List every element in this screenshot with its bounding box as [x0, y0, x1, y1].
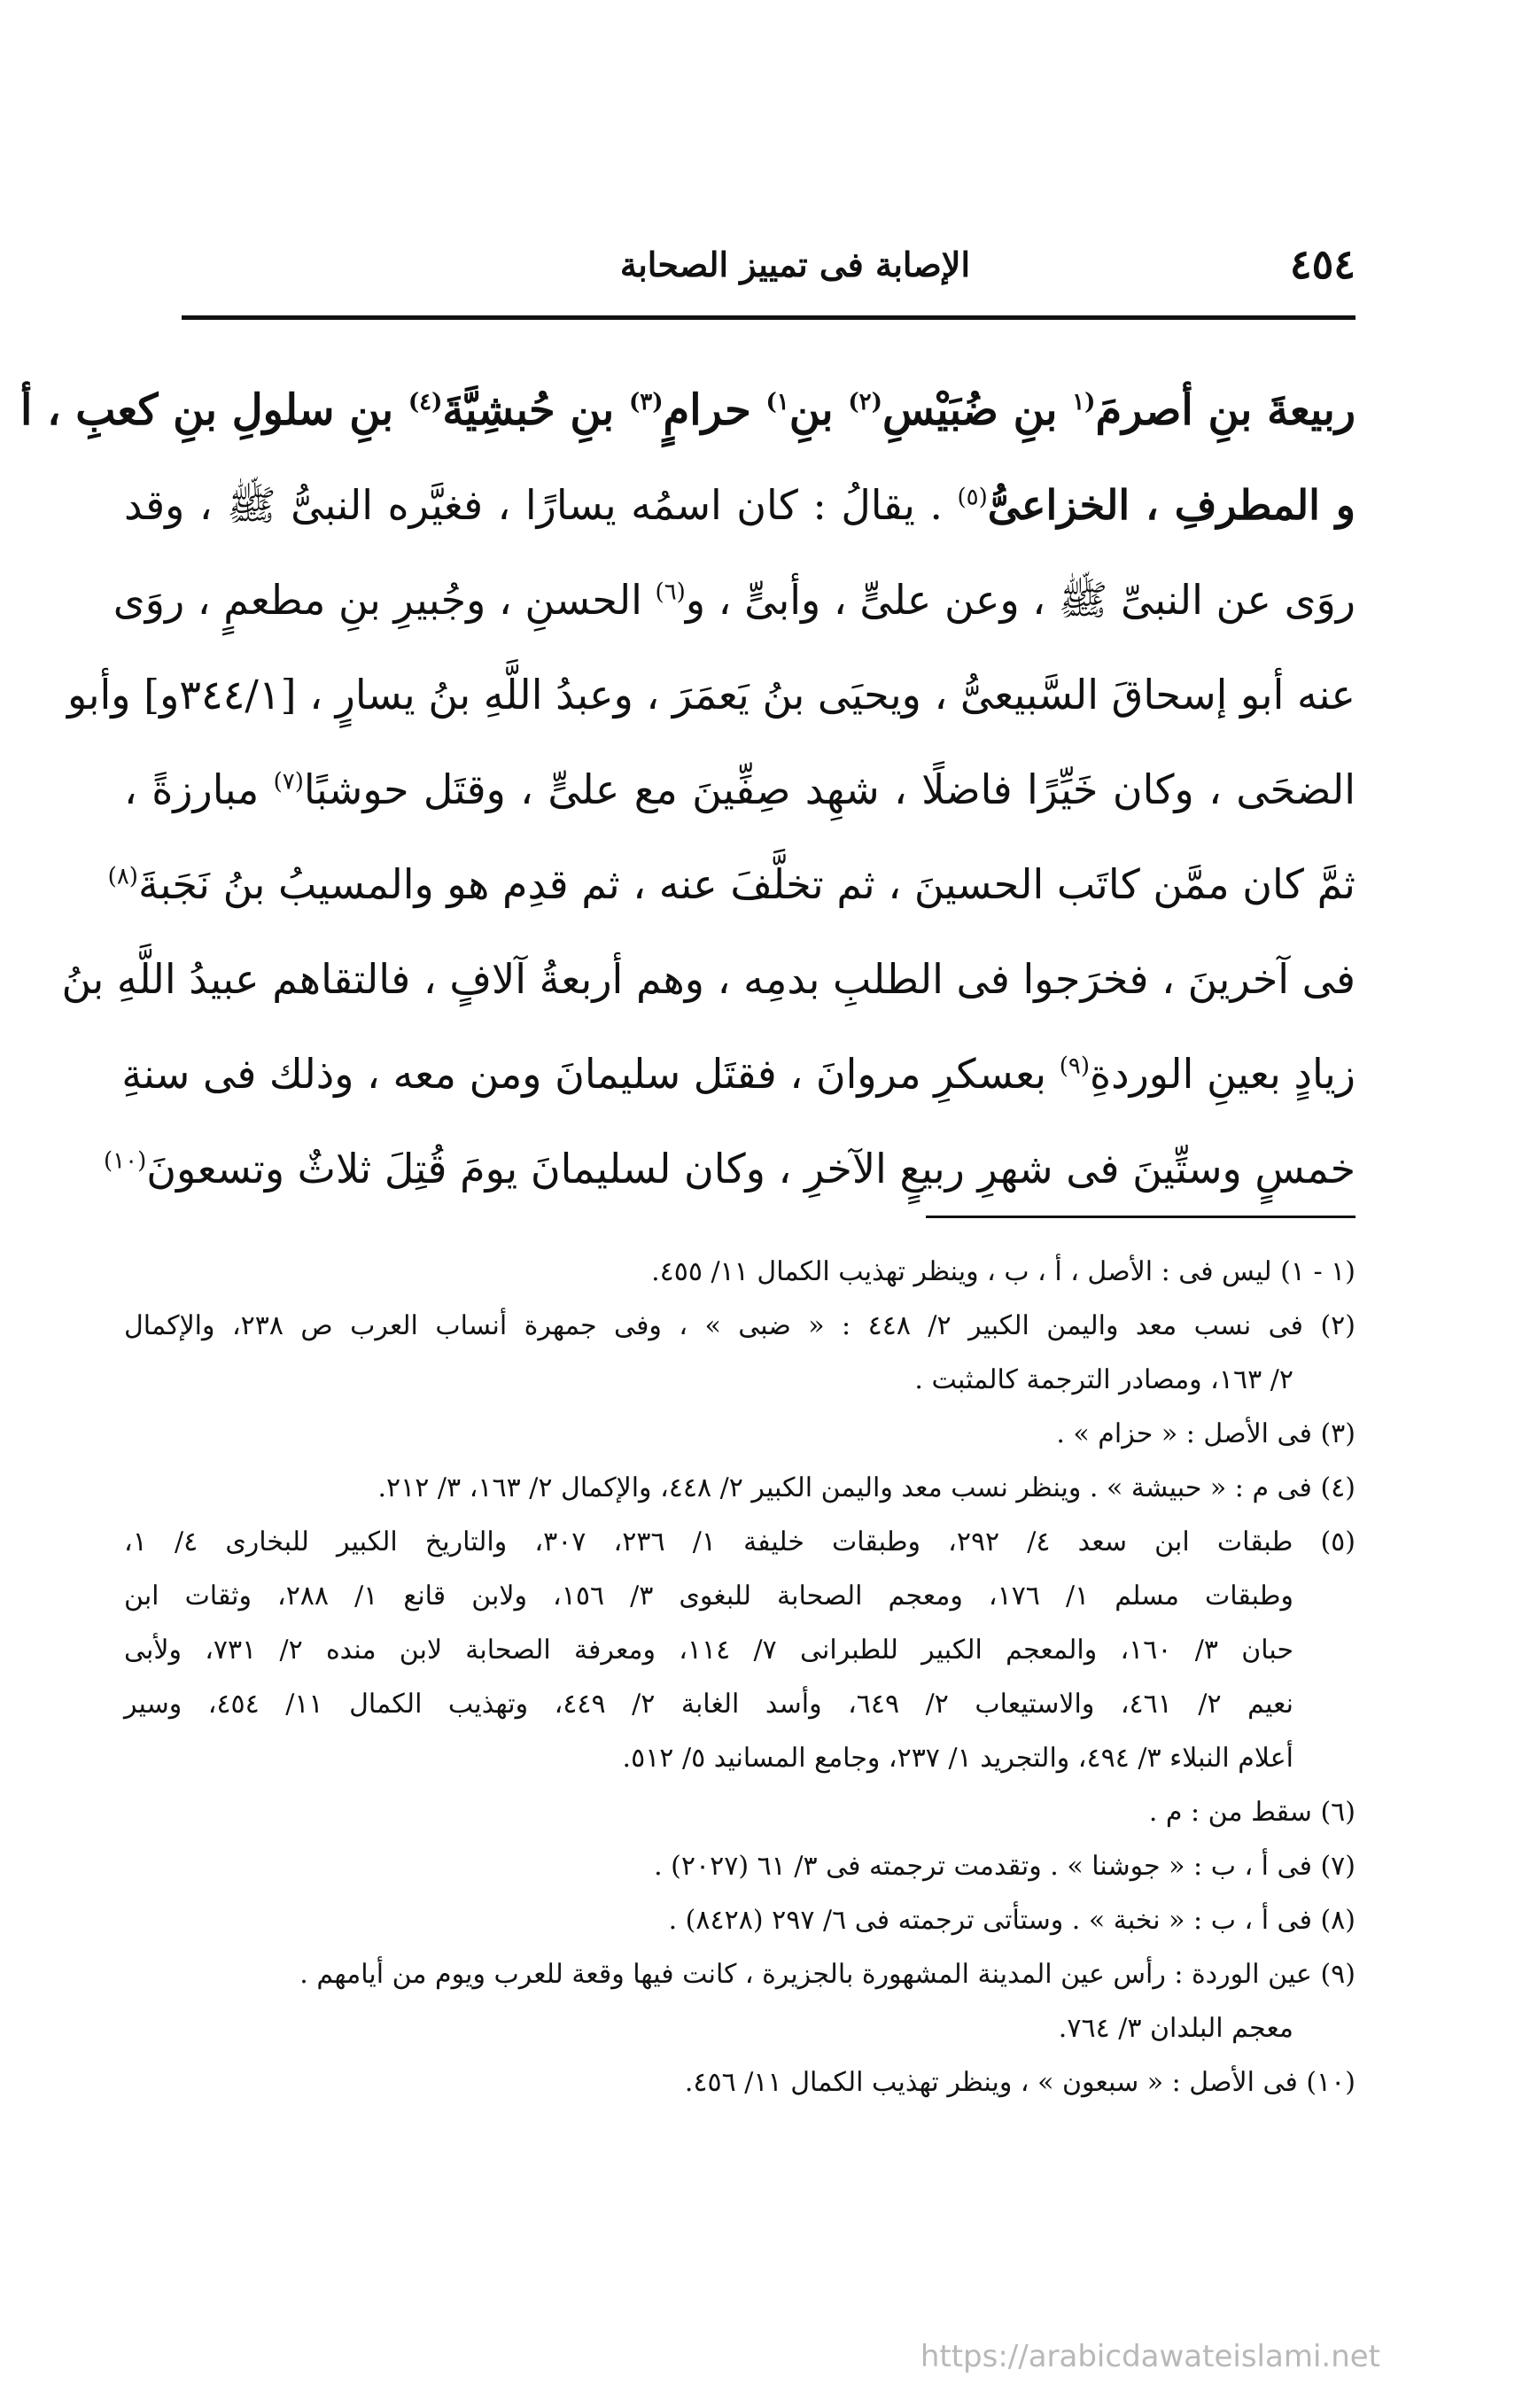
- main-line-8: [121, 1027, 1355, 1122]
- footnote-5-continued: وطبقات مسلم ١/ ١٧٦، ومعجم الصحابة للبغوى ٣/ ١٥٦، ولابن قانع ١/ ٢٨٨، وثقات ابن: [124, 1581, 1293, 1612]
- main-line-2: [124, 458, 1355, 553]
- footnote-5-continued: حبان ٣/ ١٦٠، والمعجم الكبير للطبرانى ٧/ ١١٤، ومعرفة الصحابة لابن منده ٢/ ٧٣١، ولأبى: [124, 1635, 1294, 1666]
- watermark-url: https://arabicdawateislami.net: [920, 2339, 1380, 2374]
- main-line-9: [104, 1122, 1355, 1216]
- text-segment: و المطرفِ ، الخزاعىُّ: [987, 481, 1355, 529]
- text-segment: . يقالُ : كان اسمُه يسارًا ، فغيَّره النبىُّ ﷺ ، وقد: [124, 481, 958, 529]
- footnote-5-continued: نعيم ٢/ ٤٦١، والاستيعاب ٢/ ٦٤٩، وأسد الغابة ٢/ ٤٤٩، وتهذيب الكمال ١١/ ٤٥٤، وسير: [124, 1689, 1293, 1720]
- footnote-3: (٣) فى الأصل : « حزام » .: [1056, 1418, 1355, 1449]
- page-number: ٤٥٤: [1289, 240, 1355, 288]
- text-segment: حرامٍ: [663, 385, 766, 435]
- running-title: الإصابة فى تمييز الصحابة: [619, 245, 970, 284]
- main-line-6: [107, 837, 1355, 932]
- footnote-marker: (٣): [628, 389, 664, 416]
- footnote-marker: (٧): [273, 768, 304, 796]
- text-segment: ثمَّ كان ممَّن كاتَب الحسينَ ، ثم تخلَّفَ عنه ، ثم قدِم هو والمسيبُ بنُ نَجَبةَ: [137, 860, 1355, 908]
- text-segment: زيادٍ بعينِ الوردةِ: [1089, 1050, 1355, 1098]
- text-segment: مبارزةً ،: [124, 765, 274, 813]
- footnote-marker: (١٠): [104, 1147, 147, 1175]
- header-rule: [182, 315, 1355, 320]
- footnote-marker: (٦): [655, 579, 686, 606]
- footnote-6: (٦) سقط من : م .: [1148, 1797, 1355, 1828]
- text-segment: بعسكرِ مروانَ ، فقتَل سليمانَ ومن معه ، وذلك فى سنةِ: [121, 1050, 1060, 1098]
- footnote-marker: (٥): [957, 484, 988, 511]
- footnotes: [124, 1245, 1355, 2109]
- footnote-4: (٤) فى م : « حبيشة » . وينظر نسب معد واليمن الكبير ٢/ ٤٤٨، والإكمال ٢/ ١٦٣، ٣/ ٢١٢.: [377, 1472, 1355, 1503]
- footnote-10: (١٠) فى الأصل : « سبعون » ، وينظر تهذيب الكمال ١١/ ٤٥٦.: [684, 2067, 1355, 2098]
- footnote-2-continued: ٢/ ١٦٣، ومصادر الترجمة كالمثبت .: [914, 1364, 1293, 1395]
- footnote-9-continued: معجم البلدان ٣/ ٧٦٤.: [1058, 2013, 1293, 2044]
- footnote-marker: (٢): [848, 389, 882, 416]
- main-line-3: [113, 553, 1355, 648]
- text-segment: ربيعةَ بنِ أصرمَ: [1095, 385, 1355, 435]
- footnote-marker: (٤): [408, 389, 443, 416]
- footnote-5: (٥) طبقات ابن سعد ٤/ ٢٩٢، وطبقات خليفة ١/ ٢٣٦، ٣٠٧، والتاريخ الكبير للبخارى ٤/ ١،: [124, 1526, 1355, 1557]
- footnote-marker: ١): [765, 389, 789, 416]
- text-segment: خمسٍ وستِّينَ فى شهرِ ربيعٍ الآخرِ ، وكان لسليمانَ يومَ قُتِلَ ثلاثٌ وتسعونَ: [146, 1145, 1355, 1192]
- text-segment: بنِ ضُبَيْسِ: [882, 385, 1073, 435]
- footnote-5-continued: أعلام النبلاء ٣/ ٤٩٤، والتجريد ١/ ٢٣٧، وجامع المسانيد ٥/ ٥١٢.: [622, 1743, 1293, 1774]
- footnote-marker: (٨): [107, 863, 138, 890]
- footnote-9: (٩) عين الوردة : رأس عين المدينة المشهورة بالجزيرة ، كانت فيها وقعة للعرب ويوم من أيامهم .: [299, 1959, 1355, 1990]
- text-segment: الضحَى ، وكان خَيِّرًا فاضلًا ، شهِد صِفِّينَ مع علىٍّ ، وقتَل حوشبًا: [303, 765, 1355, 813]
- footnote-marker: (٩): [1059, 1053, 1090, 1080]
- text-segment: بنِ حُبشِيَّةَ: [442, 385, 629, 435]
- main-line-1: [20, 363, 1355, 458]
- main-line-5: [124, 742, 1355, 837]
- running-head: [182, 232, 1355, 294]
- text-segment: روَى عن النبىِّ ﷺ ، وعن علىٍّ ، وأبىٍّ ، و: [685, 576, 1355, 624]
- footnote-2: (٢) فى نسب معد واليمن الكبير ٢/ ٤٤٨ : « ضبى » ، وفى جمهرة أنساب العرب ص ٢٣٨، والإكمال: [124, 1310, 1356, 1341]
- main-line-4: عنه أبو إسحاقَ السَّبيعىُّ ، ويحيَى بنُ يَعمَرَ ، وعبدُ اللَّهِ بنُ يسارٍ ، [٣٤٤/١و] وأبو: [66, 671, 1355, 719]
- text-segment: بنِ سلولِ بنِ كعبِ ، أ: [20, 385, 408, 435]
- text-segment: بنِ: [788, 385, 849, 435]
- main-text: [20, 363, 1355, 1216]
- footnote-rule: [926, 1216, 1355, 1218]
- main-line-7: فى آخرينَ ، فخرَجوا فى الطلبِ بدمِه ، وهم أربعةُ آلافٍ ، فالتقاهم عبيدُ اللَّهِ بنُ: [61, 955, 1355, 1003]
- footnote-8: (٨) فى أ ، ب : « نخبة » . وستأتى ترجمته فى ٦/ ٢٩٧ (٨٤٢٨) .: [668, 1905, 1355, 1936]
- footnote-marker: (١: [1072, 389, 1096, 416]
- text-segment: الحسنِ ، وجُبيرِ بنِ مطعمٍ ، روَى: [113, 576, 656, 624]
- footnote-7: (٧) فى أ ، ب : « جوشنا » . وتقدمت ترجمته فى ٣/ ٦١ (٢٠٢٧) .: [654, 1851, 1355, 1882]
- footnote-1: (١ - ١) ليس فى : الأصل ، أ ، ب ، وينظر تهذيب الكمال ١١/ ٤٥٥.: [651, 1256, 1355, 1287]
